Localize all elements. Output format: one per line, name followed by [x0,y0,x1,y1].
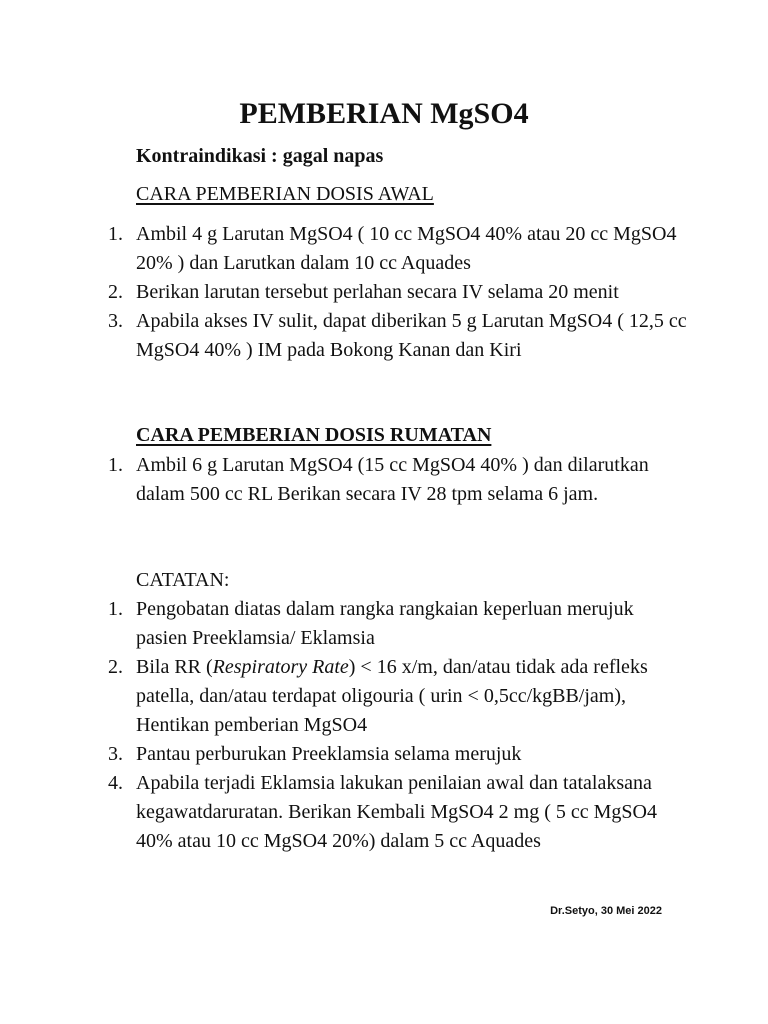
list-item-text: Apabila terjadi Eklamsia lakukan penilaian awal dan tatalaksana kegawatdaruratan. Berikan Kembali MgSO4 2 mg ( 5 cc MgSO4 40% atau 10 cc MgSO4 20%) dalam 5 cc Aquades [136,772,657,852]
list-item [108,451,688,509]
list-item-number: 2. [108,281,123,303]
list-item-number: 2. [108,656,123,678]
list-item-italic-term: Respiratory Rate [212,656,349,678]
section-heading-maintenance-dose: CARA PEMBERIAN DOSIS RUMATAN [136,424,492,446]
list-item-text: Apabila akses IV sulit, dapat diberikan 5 g Larutan MgSO4 ( 12,5 cc MgSO4 40% ) IM pada Bokong Kanan dan Kiri [136,310,687,361]
contraindication-note: Kontraindikasi : gagal napas [136,145,384,167]
list-item [108,595,688,653]
list-item [108,278,688,307]
list-item [108,653,688,740]
maintenance-dose-list [108,451,688,509]
list-item-number: 3. [108,310,123,332]
list-item-text [136,656,648,736]
list-item [108,769,688,856]
list-item-text: Berikan larutan tersebut perlahan secara IV selama 20 menit [136,281,619,303]
list-item [108,307,688,365]
list-item-number: 1. [108,598,123,620]
list-item-text: Ambil 6 g Larutan MgSO4 (15 cc MgSO4 40% ) dan dilarutkan dalam 500 cc RL Berikan secara IV 28 tpm selama 6 jam. [136,454,649,505]
list-item-text: Pengobatan diatas dalam rangka rangkaian keperluan merujuk pasien Preeklamsia/ Eklamsia [136,598,634,649]
list-item-number: 3. [108,743,123,765]
section-heading-notes: CATATAN: [136,569,230,591]
page-title: PEMBERIAN MgSO4 [239,97,529,130]
initial-dose-list [108,220,688,365]
section-heading-initial-dose: CARA PEMBERIAN DOSIS AWAL [136,183,434,205]
list-item-text: Ambil 4 g Larutan MgSO4 ( 10 cc MgSO4 40% atau 20 cc MgSO4 20% ) dan Larutkan dalam 10 cc Aquades [136,223,677,274]
list-item-number: 4. [108,772,123,794]
list-item [108,740,688,769]
list-item-number: 1. [108,223,123,245]
signature-date: Dr.Setyo, 30 Mei 2022 [550,905,662,917]
list-item-text: Pantau perburukan Preeklamsia selama merujuk [136,743,522,765]
list-item-text-part: Bila RR ( [136,656,213,678]
list-item-text-part: ) < 16 x/m, dan/atau tidak ada refleks patella, dan/atau terdapat oligouria ( urin < 0,5cc/kgBB/jam), Hentikan pemberian MgSO4 [136,656,648,736]
list-item [108,220,688,278]
list-item-number: 1. [108,454,123,476]
notes-list [108,595,688,856]
